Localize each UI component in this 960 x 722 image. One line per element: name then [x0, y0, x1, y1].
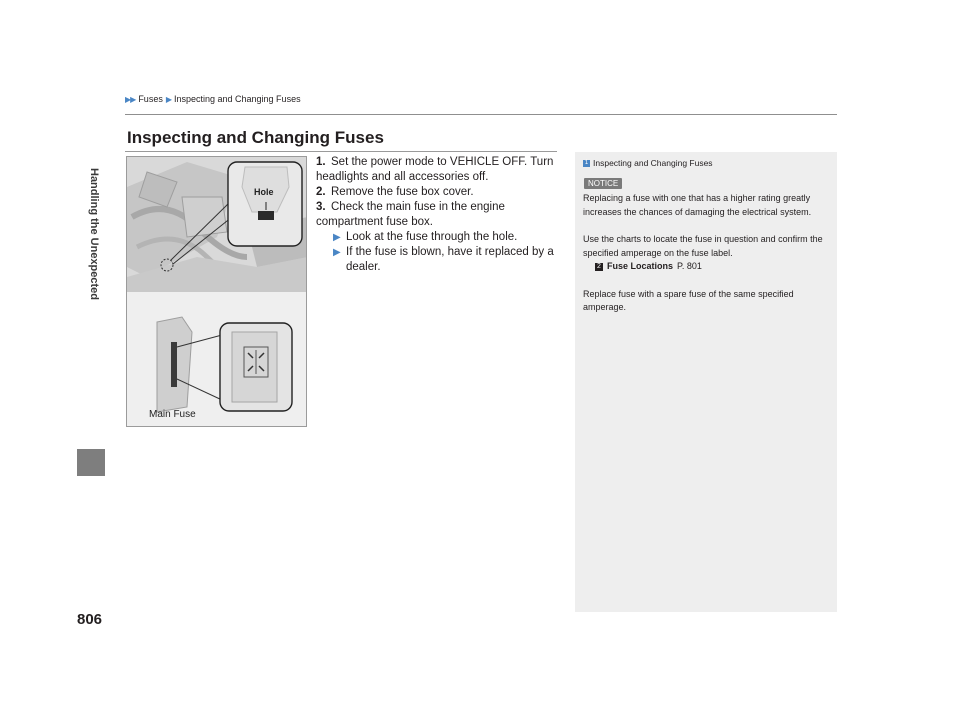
xref-title[interactable]: Fuse Locations	[607, 261, 674, 271]
arrow-icon: ▶	[333, 232, 341, 243]
step-number: 3.	[316, 201, 326, 213]
substep-item	[316, 245, 561, 275]
side-tab-marker	[77, 449, 105, 476]
fuse-illustration	[126, 156, 307, 427]
engine-fuse-drawing	[127, 157, 307, 427]
step-text: Remove the fuse box cover.	[331, 186, 474, 198]
note-paragraph: Use the charts to locate the fuse in question and confirm the specified amperage on the fuse label.	[583, 234, 823, 258]
breadcrumb-level1[interactable]: Fuses	[138, 94, 163, 104]
hole-label: Hole	[254, 187, 274, 197]
step-item	[316, 200, 561, 230]
note-paragraph: Replacing a fuse with one that has a higher rating greatly increases the chances of damaging the electrical system.	[583, 193, 812, 217]
step-item	[316, 185, 561, 200]
section-title: Inspecting and Changing Fuses	[127, 128, 384, 147]
breadcrumb	[125, 94, 301, 104]
main-fuse-label: Main Fuse	[149, 409, 196, 420]
breadcrumb-arrow-icon: ▶	[165, 94, 171, 104]
substep-text: Look at the fuse through the hole.	[346, 231, 518, 243]
note-heading-text: Inspecting and Changing Fuses	[593, 158, 713, 168]
step-text: Check the main fuse in the engine compartment fuse box.	[316, 201, 505, 228]
substep-item	[316, 230, 561, 245]
step-number: 2.	[316, 186, 326, 198]
xref-page: P. 801	[677, 261, 702, 271]
side-tab-label: Handling the Unexpected	[88, 168, 100, 301]
breadcrumb-level2[interactable]: Inspecting and Changing Fuses	[173, 94, 301, 104]
note-body	[583, 192, 831, 329]
step-number: 1.	[316, 156, 326, 168]
cross-reference-link[interactable]	[583, 260, 831, 274]
instruction-steps	[316, 155, 561, 275]
arrow-icon: ▶	[333, 247, 341, 258]
header-divider	[125, 114, 837, 115]
step-text: Set the power mode to VEHICLE OFF. Turn headlights and all accessories off.	[316, 156, 554, 183]
notice-badge: NOTICE	[584, 178, 622, 189]
title-divider	[125, 151, 557, 152]
page-reference-icon: 2	[595, 263, 603, 271]
note-reference-icon: 1	[584, 159, 589, 166]
note-heading	[583, 158, 713, 168]
step-item	[316, 155, 561, 185]
page-number: 806	[77, 611, 103, 628]
breadcrumb-arrow-icon: ▶▶	[125, 94, 136, 104]
note-paragraph: Replace fuse with a spare fuse of the same specified amperage.	[583, 288, 794, 312]
substep-text: If the fuse is blown, have it replaced by a dealer.	[346, 246, 554, 273]
